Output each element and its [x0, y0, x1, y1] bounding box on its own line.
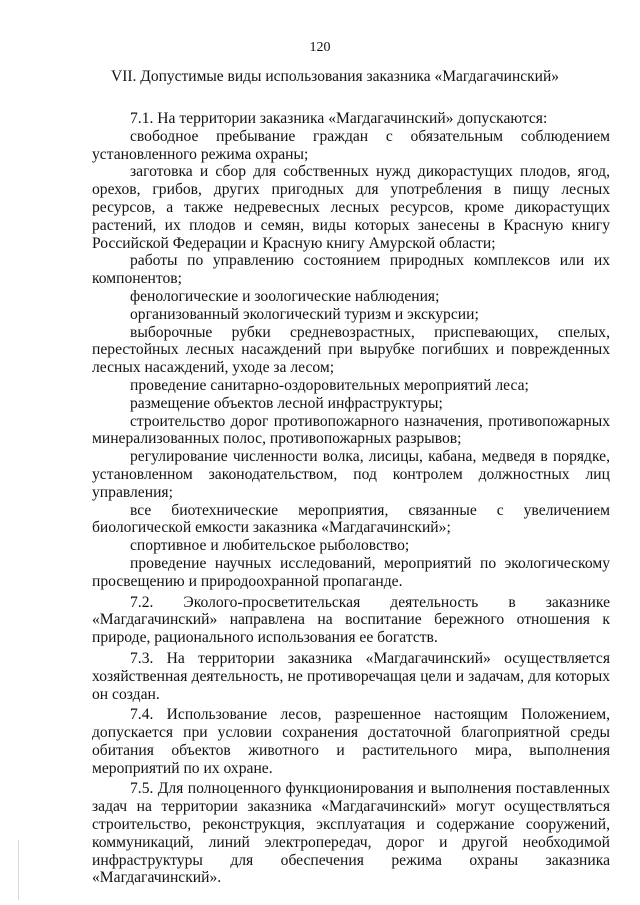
scan-edge-mark — [18, 840, 19, 900]
paragraph-7-2: 7.2. Эколого-просветительская деятельность в заказнике «Магдагачинский» направлена на воспитание бережного отношения к природе, рационального использования ее богатств. — [92, 593, 610, 647]
list-item-fishing: спортивное и любительское рыболовство; — [130, 537, 410, 555]
list-item-wildlife-regulation: регулирование численности волка, лисицы, кабана, медведя в порядке, установленном законодательством, под контролем должностных лиц управления; — [92, 448, 610, 501]
list-item-fire-roads: строительство дорог противопожарного назначения, противопожарных минерализованных полос, противопожарных разрывов; — [92, 412, 610, 448]
list-item-forest-infrastructure: размещение объектов лесной инфраструктуры; — [130, 394, 443, 412]
list-item-harvesting: заготовка и сбор для собственных нужд дикорастущих плодов, ягод, орехов, грибов, других пригодных для употребления в пищу лесных ресурсов, а также недревесных лесных ресурсов, кроме дикорастущих растений, их плодов и семян, виды которых занесены в Красную книгу Российской Федерации и Красную книгу Амурской области; — [92, 163, 610, 252]
list-item-ecotourism: организованный экологический туризм и экскурсии; — [130, 305, 479, 323]
paragraph-7-5: 7.5. Для полноценного функционирования и выполнения поставленных задач на территории заказника «Магдагачинский» могут осуществляться строительство, реконструкция, эксплуатация и содержание сооружений, коммуникаций, линий электропередач, дорог и другой необходимой инфраструктуры для обеспечения режима охраны заказника «Магдагачинский». — [92, 780, 610, 887]
list-item-observations: фенологические и зоологические наблюдения; — [130, 287, 440, 305]
list-item-management-works: работы по управлению состоянием природных комплексов или их компонентов; — [92, 252, 610, 288]
list-item-research: проведение научных исследований, мероприятий по экологическому просвещению и природоохранной пропаганде. — [92, 554, 610, 590]
list-item-selective-logging: выборочные рубки средневозрастных, приспевающих, спелых, перестойных лесных насаждений при вырубке погибших и поврежденных лесных насаждений, уходе за лесом; — [92, 323, 610, 377]
page-number: 120 — [309, 40, 331, 55]
list-item-free-stay: свободное пребывание граждан с обязательным соблюдением установленного режима охраны; — [92, 127, 610, 163]
list-item-biotechnical: все биотехнические мероприятия, связанные с увеличением биологической емкости заказника «Магдагачинский»; — [92, 501, 610, 537]
section-heading: VII. Допустимые виды использования заказника «Магдагачинский» — [111, 68, 559, 85]
paragraph-7-4: 7.4. Использование лесов, разрешенное настоящим Положением, допускается при условии сохранения достаточной благоприятной среды обитания объектов животного и растительного мира, выполнения мероприятий по их охране. — [92, 706, 610, 777]
list-item-sanitary-measures: проведение санитарно-оздоровительных мероприятий леса; — [130, 376, 529, 394]
section-body — [92, 110, 610, 887]
paragraph-7-3: 7.3. На территории заказника «Магдагачинский» осуществляется хозяйственная деятельность, не противоречащая цели и задачам, для которых он создан. — [92, 649, 610, 703]
paragraph-7-1: 7.1. На территории заказника «Магдагачинский» допускаются: — [130, 110, 548, 127]
